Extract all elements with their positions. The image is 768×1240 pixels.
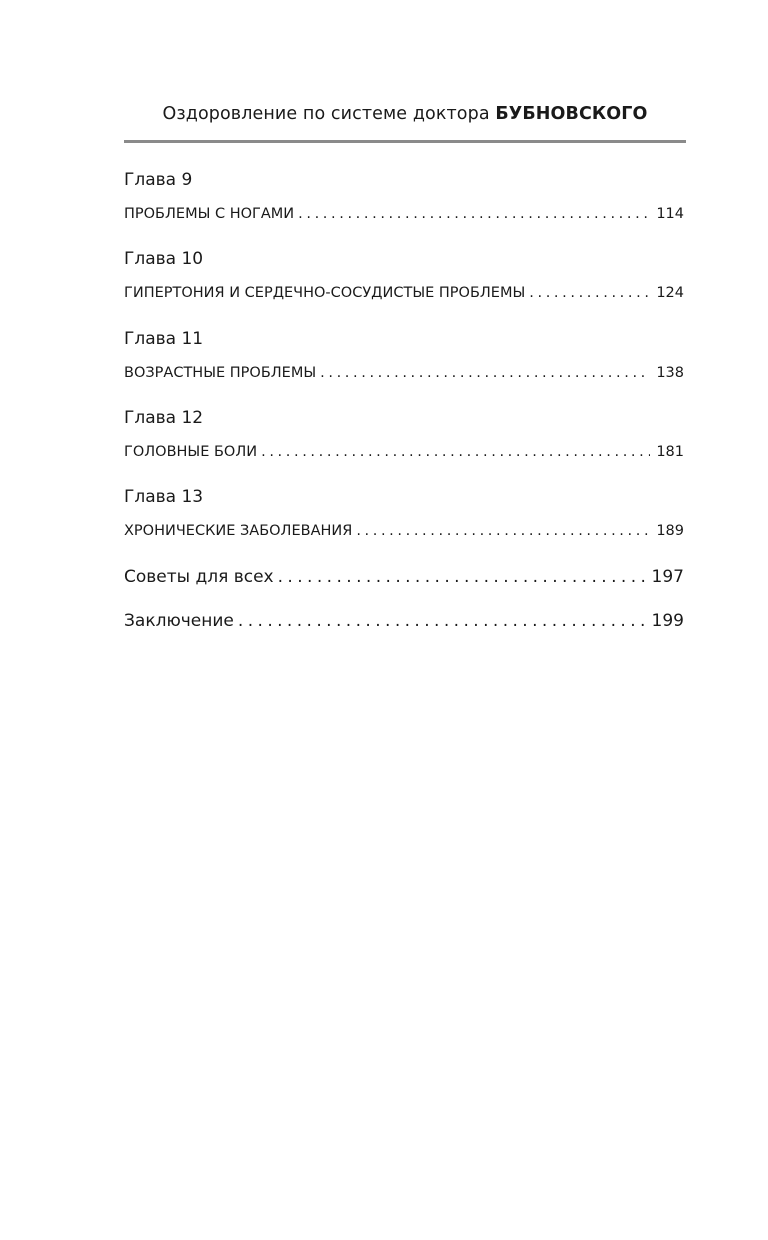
toc-entry-conclusion [124,609,684,633]
toc-entry[interactable] [124,609,684,633]
dot-leader [238,609,646,633]
dot-leader [278,565,646,589]
toc-entry-page: 181 [656,444,684,460]
toc-chapter-12 [124,406,684,463]
dot-leader [298,203,650,225]
toc-entry-title: ГОЛОВНЫЕ БОЛИ [124,444,258,460]
running-header-title: Оздоровление по системе доктора [162,104,490,124]
toc-entry[interactable] [124,565,684,589]
toc-entry-page: 197 [651,567,684,587]
toc-entry-title: Советы для всех [124,567,274,587]
toc-entry-page: 124 [656,285,684,301]
toc-entry[interactable] [124,441,684,463]
toc-chapter-11 [124,327,684,384]
chapter-label: Глава 12 [124,408,204,428]
toc-entry-title: ГИПЕРТОНИЯ И СЕРДЕЧНО-СОСУДИСТЫЕ ПРОБЛЕМЫ [124,285,526,301]
header-rule [124,140,686,143]
toc-entry[interactable] [124,282,684,304]
dot-leader [261,441,650,463]
toc-entry-advice [124,565,684,589]
toc-entry-page: 199 [651,611,684,631]
toc-entry[interactable] [124,362,684,384]
dot-leader [356,520,650,542]
dot-leader [529,282,650,304]
toc-entry[interactable] [124,203,684,225]
chapter-label: Глава 13 [124,487,204,507]
toc-entry-title: ПРОБЛЕМЫ С НОГАМИ [124,206,295,222]
toc-entry[interactable] [124,520,684,542]
toc-chapter-13 [124,485,684,542]
toc-entry-page: 189 [656,523,684,539]
dot-leader [320,362,650,384]
toc-entry-title: ВОЗРАСТНЫЕ ПРОБЛЕМЫ [124,365,317,381]
toc-chapter-9 [124,168,684,225]
chapter-label: Глава 11 [124,329,204,349]
toc-entry-page: 114 [656,206,684,222]
toc-chapter-10 [124,247,684,304]
running-header [124,104,686,124]
chapter-label: Глава 10 [124,249,204,269]
running-header-author: БУБНОВСКОГО [495,104,648,124]
toc-entry-title: ХРОНИЧЕСКИЕ ЗАБОЛЕВАНИЯ [124,523,353,539]
toc-entry-page: 138 [656,365,684,381]
toc-entry-title: Заключение [124,611,234,631]
chapter-label: Глава 9 [124,170,193,190]
